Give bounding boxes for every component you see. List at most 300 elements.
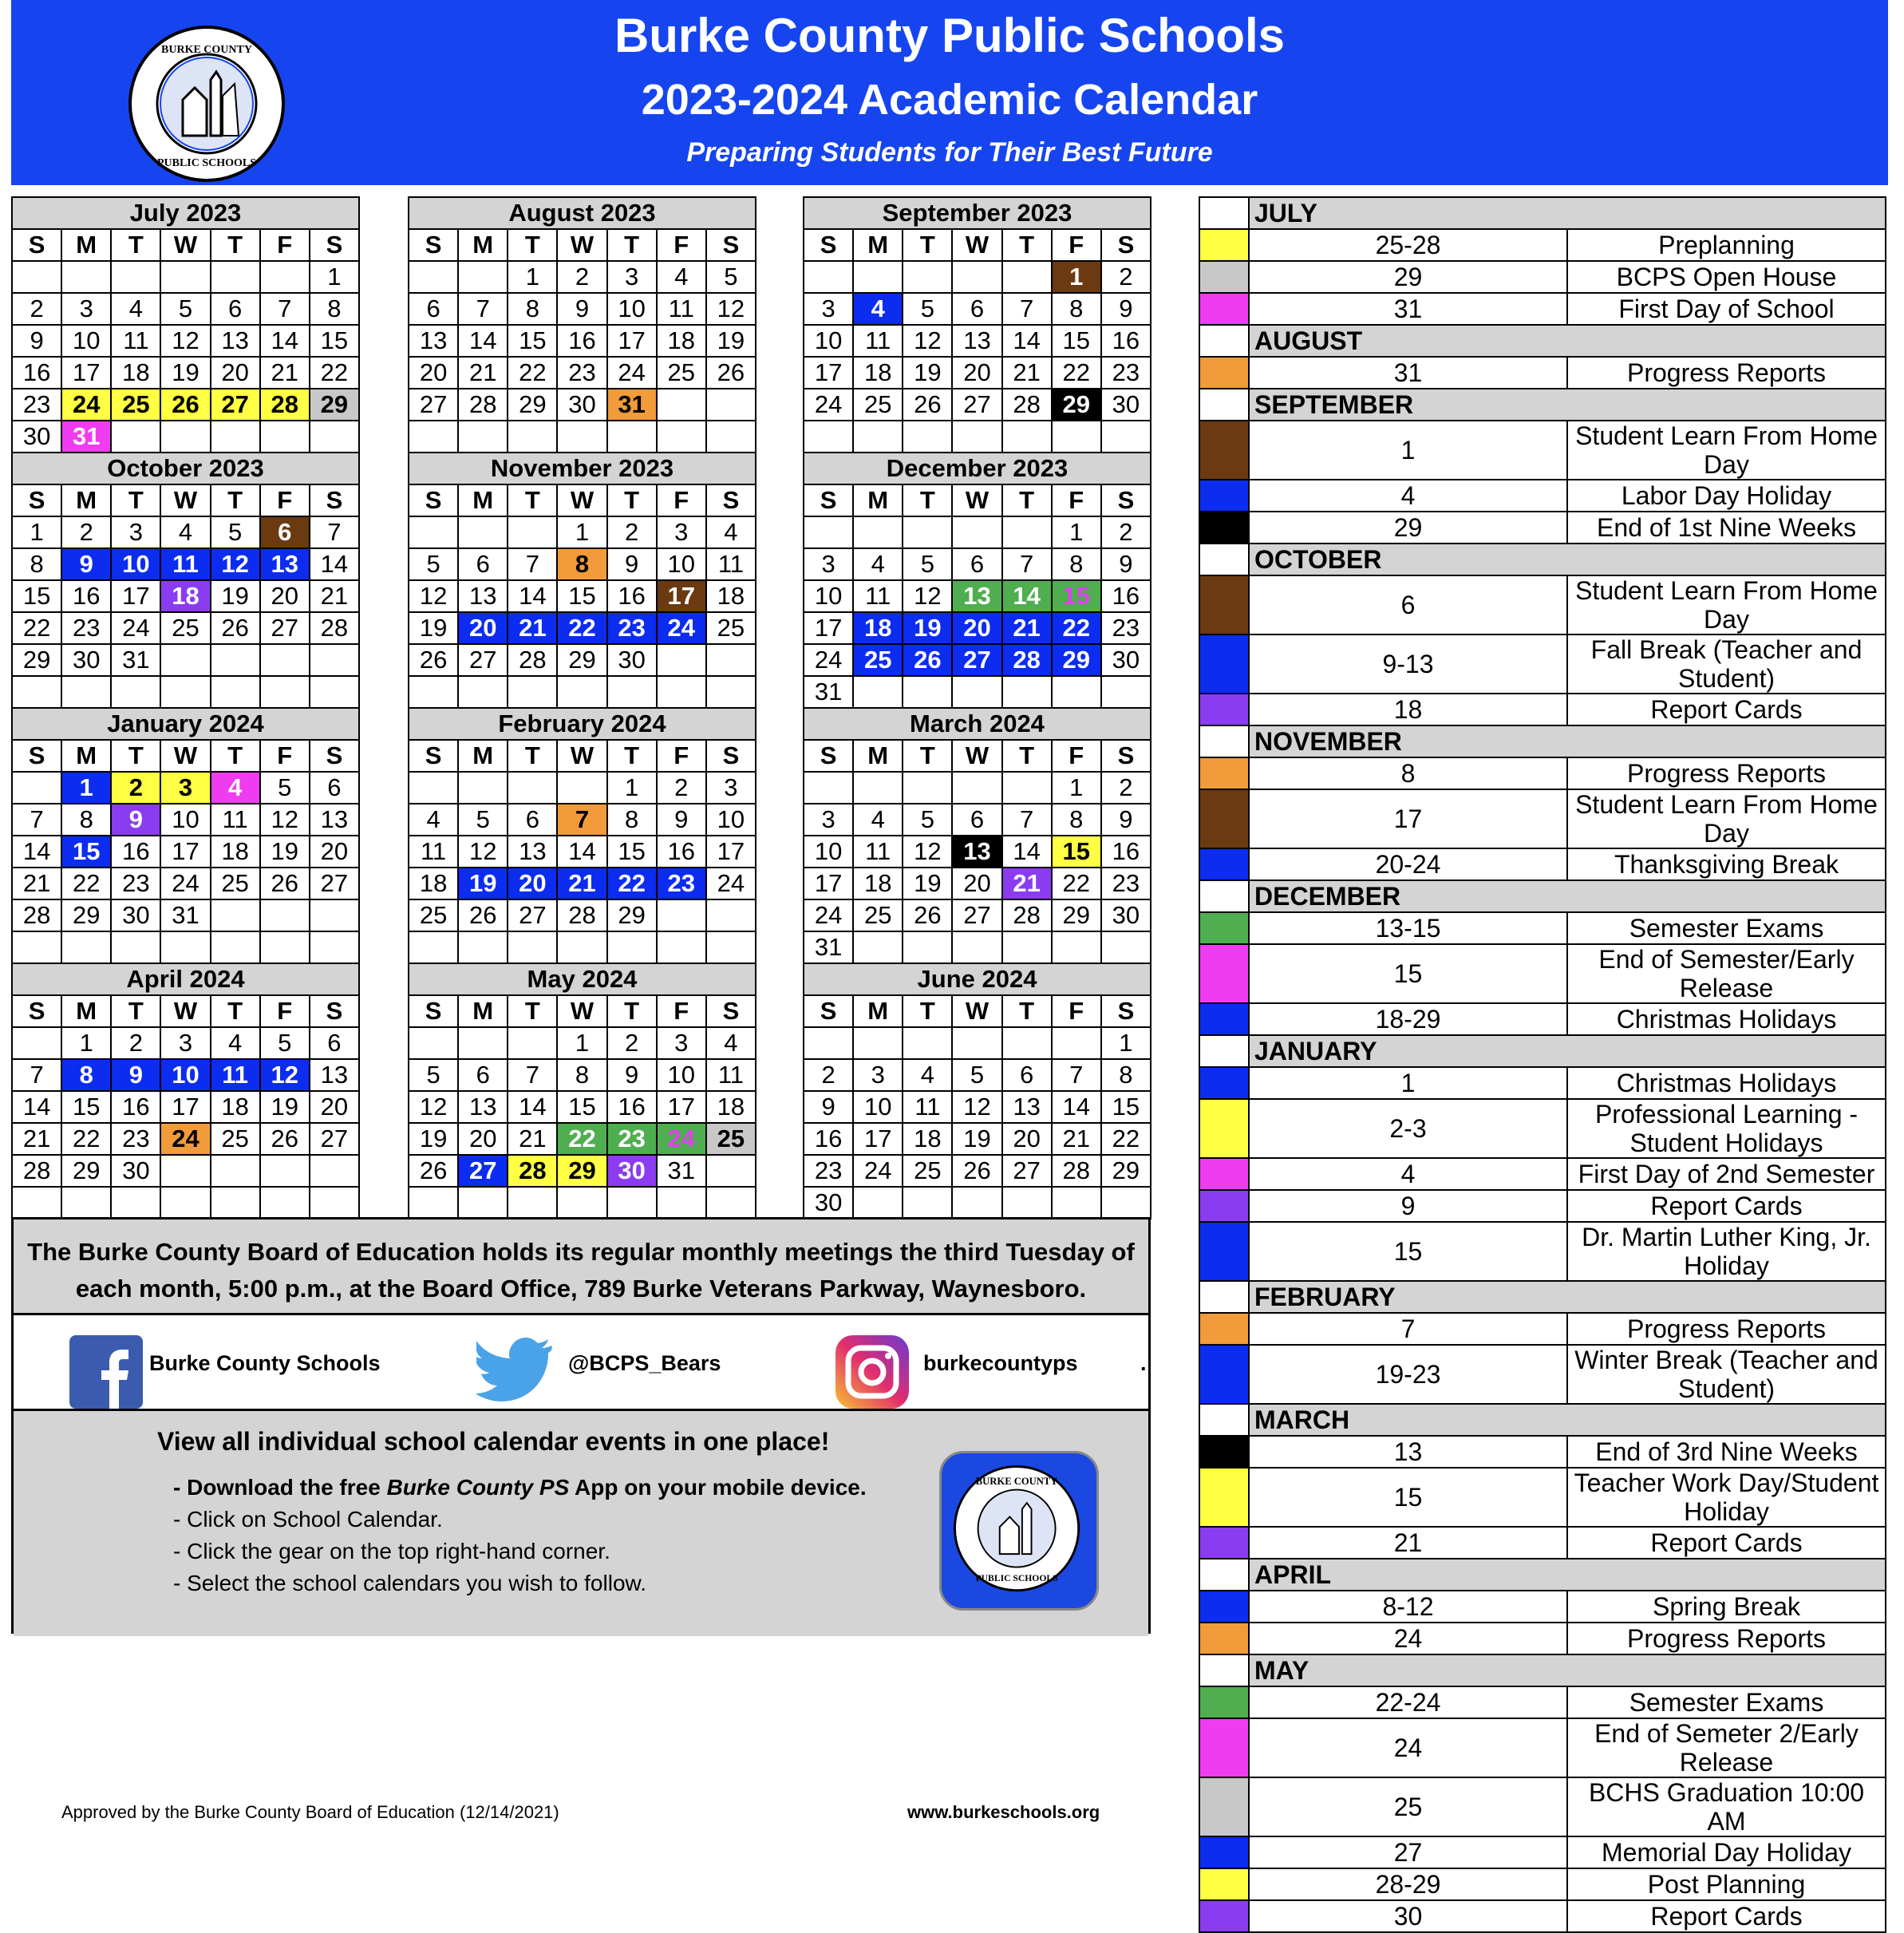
- month-title: April 2024: [12, 963, 359, 995]
- day-cell: [310, 1187, 359, 1219]
- day-cell: 18: [211, 1091, 260, 1123]
- day-cell: [260, 421, 310, 453]
- weekday-header: W: [557, 229, 606, 261]
- legend-item-row: [1199, 1067, 1886, 1099]
- day-cell: 5: [706, 261, 756, 293]
- day-cell: [952, 1027, 1001, 1059]
- day-cell: [111, 931, 160, 963]
- day-cell: 9: [61, 548, 111, 580]
- weekday-header: T: [211, 229, 260, 261]
- legend-date: 18: [1249, 694, 1567, 725]
- day-cell: 12: [952, 1091, 1001, 1123]
- day-cell: [508, 676, 557, 708]
- day-cell: 1: [557, 516, 606, 548]
- svg-text:BURKE COUNTY: BURKE COUNTY: [975, 1475, 1058, 1487]
- month-calendar: [408, 707, 756, 964]
- month-calendar: [11, 452, 360, 709]
- day-cell: 16: [111, 1091, 160, 1123]
- legend-color-swatch: [1199, 1003, 1249, 1035]
- day-cell: 21: [508, 1123, 557, 1155]
- day-cell: 12: [260, 1059, 310, 1091]
- day-cell: 20: [310, 836, 359, 868]
- day-cell: 26: [903, 644, 952, 676]
- day-cell: [458, 261, 508, 293]
- day-cell: [657, 676, 706, 708]
- weekday-header: S: [409, 740, 458, 772]
- legend-item-row: [1199, 480, 1886, 512]
- day-cell: 6: [952, 804, 1001, 836]
- day-cell: 4: [111, 293, 160, 325]
- day-cell: 26: [409, 1155, 458, 1187]
- weekday-header: M: [853, 484, 903, 516]
- twitter-icon[interactable]: [476, 1338, 553, 1406]
- day-cell: 21: [260, 357, 310, 389]
- legend-event: Winter Break (Teacher and Student): [1567, 1345, 1886, 1404]
- weekday-header: T: [607, 740, 657, 772]
- day-cell: 26: [706, 357, 756, 389]
- day-cell: 21: [1002, 612, 1052, 644]
- day-cell: 3: [706, 772, 756, 804]
- day-cell: 6: [211, 293, 260, 325]
- day-cell: [1002, 516, 1052, 548]
- day-cell: 24: [111, 612, 160, 644]
- day-cell: 9: [1101, 804, 1151, 836]
- day-cell: 10: [160, 804, 210, 836]
- legend-color-swatch: [1199, 480, 1249, 512]
- legend-item-row: [1199, 1527, 1886, 1559]
- day-cell: 17: [853, 1123, 903, 1155]
- day-cell: 22: [1052, 612, 1101, 644]
- day-cell: [409, 772, 458, 804]
- month-title: June 2024: [804, 963, 1151, 995]
- day-cell: 28: [557, 899, 606, 931]
- day-cell: 11: [853, 836, 903, 868]
- day-cell: 22: [1052, 357, 1101, 389]
- legend-event: BCHS Graduation 10:00 AM: [1567, 1777, 1886, 1836]
- weekday-header: S: [409, 995, 458, 1027]
- day-cell: [1101, 1187, 1151, 1219]
- day-cell: 20: [458, 612, 508, 644]
- day-cell: 22: [61, 868, 111, 899]
- day-cell: [657, 421, 706, 453]
- app-heading: View all individual school calendar events in one place!: [157, 1427, 830, 1456]
- day-cell: [409, 261, 458, 293]
- day-cell: 23: [607, 1123, 657, 1155]
- day-cell: 13: [310, 1059, 359, 1091]
- day-cell: 19: [409, 612, 458, 644]
- day-cell: 2: [557, 261, 606, 293]
- weekday-header: T: [903, 229, 952, 261]
- day-cell: 29: [12, 644, 61, 676]
- day-cell: 5: [903, 804, 952, 836]
- trailing-dot: .: [1140, 1351, 1147, 1375]
- weekday-header: M: [853, 229, 903, 261]
- weekday-header: F: [657, 484, 706, 516]
- day-cell: [508, 931, 557, 963]
- day-cell: 28: [1052, 1155, 1101, 1187]
- day-cell: 31: [657, 1155, 706, 1187]
- day-cell: [310, 644, 359, 676]
- board-line-1: The Burke County Board of Education holds its regular monthly meetings the third Tuesday of: [27, 1238, 1135, 1266]
- day-cell: 4: [903, 1059, 952, 1091]
- day-cell: 22: [1052, 868, 1101, 899]
- weekday-header: T: [508, 740, 557, 772]
- day-cell: [706, 389, 756, 421]
- weekday-header: T: [1002, 229, 1052, 261]
- day-cell: [657, 644, 706, 676]
- day-cell: 9: [804, 1091, 853, 1123]
- legend-item-row: [1199, 1868, 1886, 1900]
- day-cell: [557, 772, 606, 804]
- day-cell: 15: [1052, 325, 1101, 357]
- day-cell: 3: [607, 261, 657, 293]
- day-cell: [458, 676, 508, 708]
- day-cell: [160, 1155, 210, 1187]
- day-cell: 14: [12, 836, 61, 868]
- weekday-header: T: [211, 740, 260, 772]
- weekday-header: M: [61, 740, 111, 772]
- day-cell: 14: [508, 580, 557, 612]
- day-cell: 25: [160, 612, 210, 644]
- day-cell: 8: [508, 293, 557, 325]
- legend-item-row: [1199, 1591, 1886, 1623]
- day-cell: [211, 899, 260, 931]
- day-cell: 23: [804, 1155, 853, 1187]
- day-cell: [458, 931, 508, 963]
- day-cell: 15: [1101, 1091, 1151, 1123]
- legend-item-row: [1199, 1718, 1886, 1777]
- day-cell: 11: [706, 548, 756, 580]
- day-cell: 15: [61, 836, 111, 868]
- day-cell: 4: [853, 548, 903, 580]
- day-cell: 11: [903, 1091, 952, 1123]
- day-cell: 14: [12, 1091, 61, 1123]
- weekday-header: T: [903, 740, 952, 772]
- day-cell: [903, 1027, 952, 1059]
- legend-event: Progress Reports: [1567, 757, 1886, 789]
- day-cell: 29: [557, 644, 606, 676]
- day-cell: 18: [706, 1091, 756, 1123]
- weekday-header: T: [1002, 740, 1052, 772]
- day-cell: [1101, 931, 1151, 963]
- day-cell: 29: [508, 389, 557, 421]
- day-cell: 20: [508, 868, 557, 899]
- day-cell: 1: [1052, 772, 1101, 804]
- day-cell: [706, 644, 756, 676]
- instagram-handle[interactable]: burkecountyps: [923, 1351, 1078, 1375]
- weekday-header: W: [557, 740, 606, 772]
- legend-event: End of 3rd Nine Weeks: [1567, 1436, 1886, 1468]
- day-cell: 8: [12, 548, 61, 580]
- app-step-1-a: - Download the free: [173, 1475, 387, 1500]
- day-cell: 4: [657, 261, 706, 293]
- board-meeting-notice: [14, 1219, 1148, 1315]
- facebook-handle[interactable]: Burke County Schools: [149, 1351, 381, 1375]
- weekday-header: S: [1101, 740, 1151, 772]
- day-cell: 13: [952, 580, 1001, 612]
- legend-item-row: [1199, 848, 1886, 880]
- day-cell: [211, 421, 260, 453]
- legend-color-swatch: [1199, 575, 1249, 634]
- day-cell: [409, 676, 458, 708]
- weekday-header: T: [508, 229, 557, 261]
- legend-month-row: [1199, 725, 1886, 757]
- weekday-header: F: [1052, 995, 1101, 1027]
- day-cell: 17: [706, 836, 756, 868]
- day-cell: 19: [409, 1123, 458, 1155]
- day-cell: 18: [853, 612, 903, 644]
- day-cell: 5: [160, 293, 210, 325]
- day-cell: 23: [111, 868, 160, 899]
- day-cell: 4: [160, 516, 210, 548]
- weekday-header: S: [804, 229, 853, 261]
- day-cell: 16: [1101, 325, 1151, 357]
- day-cell: 10: [61, 325, 111, 357]
- legend-swatch-blank: [1199, 389, 1249, 421]
- month-title: August 2023: [409, 197, 756, 229]
- legend-item-row: [1199, 1777, 1886, 1836]
- legend-item-row: [1199, 1468, 1886, 1527]
- day-cell: 29: [1052, 389, 1101, 421]
- day-cell: 16: [557, 325, 606, 357]
- day-cell: [111, 261, 160, 293]
- day-cell: 4: [853, 293, 903, 325]
- weekday-header: T: [508, 995, 557, 1027]
- legend-color-swatch: [1199, 1067, 1249, 1099]
- day-cell: 16: [111, 836, 160, 868]
- day-cell: 29: [1101, 1155, 1151, 1187]
- legend-swatch-blank: [1199, 544, 1249, 575]
- day-cell: 17: [657, 1091, 706, 1123]
- day-cell: [458, 516, 508, 548]
- day-cell: 6: [409, 293, 458, 325]
- day-cell: [61, 676, 111, 708]
- legend-color-swatch: [1199, 634, 1249, 694]
- day-cell: [1002, 676, 1052, 708]
- day-cell: 24: [657, 1123, 706, 1155]
- day-cell: 11: [160, 548, 210, 580]
- app-icon[interactable]: [939, 1451, 1099, 1611]
- day-cell: 1: [61, 1027, 111, 1059]
- day-cell: 2: [111, 1027, 160, 1059]
- day-cell: 1: [607, 772, 657, 804]
- day-cell: 30: [61, 644, 111, 676]
- day-cell: 27: [508, 899, 557, 931]
- day-cell: [310, 676, 359, 708]
- legend-swatch-blank: [1199, 725, 1249, 757]
- day-cell: 15: [310, 325, 359, 357]
- day-cell: 30: [1101, 899, 1151, 931]
- day-cell: 9: [607, 1059, 657, 1091]
- legend-event: Christmas Holidays: [1567, 1067, 1886, 1099]
- weekday-header: F: [260, 995, 310, 1027]
- legend-item-row: [1199, 357, 1886, 389]
- day-cell: 11: [657, 293, 706, 325]
- day-cell: 19: [706, 325, 756, 357]
- social-links: [14, 1315, 1148, 1411]
- legend-event: Thanksgiving Break: [1567, 848, 1886, 880]
- day-cell: [557, 421, 606, 453]
- day-cell: [508, 421, 557, 453]
- day-cell: 7: [1002, 804, 1052, 836]
- legend-color-swatch: [1199, 1836, 1249, 1868]
- weekday-header: T: [111, 229, 160, 261]
- twitter-handle[interactable]: @BCPS_Bears: [568, 1351, 721, 1375]
- legend-month-name: JANUARY: [1249, 1035, 1886, 1067]
- day-cell: [804, 261, 853, 293]
- legend-month-row: [1199, 544, 1886, 575]
- legend-color-swatch: [1199, 1436, 1249, 1468]
- day-cell: 13: [409, 325, 458, 357]
- day-cell: 28: [260, 389, 310, 421]
- day-cell: 5: [211, 516, 260, 548]
- day-cell: 5: [260, 772, 310, 804]
- day-cell: [160, 931, 210, 963]
- day-cell: 19: [952, 1123, 1001, 1155]
- day-cell: 16: [61, 580, 111, 612]
- day-cell: 25: [111, 389, 160, 421]
- day-cell: 5: [409, 548, 458, 580]
- day-cell: 1: [1101, 1027, 1151, 1059]
- app-info-section: [14, 1411, 1148, 1822]
- day-cell: 5: [952, 1059, 1001, 1091]
- header-banner: [11, 0, 1888, 185]
- day-cell: 9: [657, 804, 706, 836]
- legend-month-name: FEBRUARY: [1249, 1281, 1886, 1313]
- facebook-icon[interactable]: [69, 1335, 143, 1409]
- legend-event: Dr. Martin Luther King, Jr. Holiday: [1567, 1222, 1886, 1281]
- day-cell: [508, 1187, 557, 1219]
- day-cell: 10: [657, 548, 706, 580]
- legend-date: 24: [1249, 1623, 1567, 1654]
- legend-item-row: [1199, 575, 1886, 634]
- day-cell: 21: [1052, 1123, 1101, 1155]
- day-cell: [853, 772, 903, 804]
- day-cell: 6: [458, 1059, 508, 1091]
- day-cell: 30: [111, 899, 160, 931]
- day-cell: 14: [260, 325, 310, 357]
- day-cell: 14: [1002, 580, 1052, 612]
- legend-swatch-blank: [1199, 197, 1249, 229]
- app-step-4: - Select the school calendars you wish to follow.: [173, 1571, 646, 1595]
- legend-color-swatch: [1199, 1777, 1249, 1836]
- legend-color-swatch: [1199, 1686, 1249, 1718]
- day-cell: 17: [607, 325, 657, 357]
- day-cell: 8: [607, 804, 657, 836]
- day-cell: 27: [260, 612, 310, 644]
- weekday-header: F: [260, 229, 310, 261]
- weekday-header: S: [310, 740, 359, 772]
- weekday-header: M: [458, 740, 508, 772]
- day-cell: [12, 676, 61, 708]
- day-cell: [409, 1187, 458, 1219]
- day-cell: [260, 931, 310, 963]
- weekday-header: M: [458, 484, 508, 516]
- day-cell: 9: [111, 1059, 160, 1091]
- day-cell: [61, 261, 111, 293]
- day-cell: 4: [211, 772, 260, 804]
- day-cell: [706, 1155, 756, 1187]
- day-cell: 25: [853, 389, 903, 421]
- day-cell: 16: [804, 1123, 853, 1155]
- weekday-header: W: [557, 484, 606, 516]
- day-cell: 27: [409, 389, 458, 421]
- day-cell: 31: [607, 389, 657, 421]
- month-title: September 2023: [804, 197, 1151, 229]
- day-cell: 28: [310, 612, 359, 644]
- legend-month-name: MARCH: [1249, 1404, 1886, 1436]
- day-cell: 23: [557, 357, 606, 389]
- legend-color-swatch: [1199, 1623, 1249, 1654]
- weekday-header: W: [160, 484, 210, 516]
- day-cell: 23: [657, 868, 706, 899]
- day-cell: [508, 772, 557, 804]
- legend-date: 31: [1249, 293, 1567, 325]
- day-cell: 3: [657, 516, 706, 548]
- day-cell: 22: [61, 1123, 111, 1155]
- day-cell: 31: [160, 899, 210, 931]
- legend-month-name: JULY: [1249, 197, 1886, 229]
- day-cell: 12: [260, 804, 310, 836]
- weekday-header: S: [706, 484, 756, 516]
- day-cell: 8: [310, 293, 359, 325]
- day-cell: 10: [111, 548, 160, 580]
- instagram-icon[interactable]: [835, 1335, 909, 1409]
- month-calendar: [803, 963, 1151, 1219]
- day-cell: 27: [952, 644, 1001, 676]
- page-tagline: Preparing Students for Their Best Future: [686, 137, 1213, 168]
- day-cell: [853, 261, 903, 293]
- weekday-header: S: [12, 995, 61, 1027]
- legend-date: 1: [1249, 421, 1567, 480]
- weekday-header: W: [952, 229, 1001, 261]
- day-cell: [12, 1187, 61, 1219]
- legend-event: Teacher Work Day/Student Holiday: [1567, 1468, 1886, 1527]
- day-cell: 31: [804, 676, 853, 708]
- app-seal-icon: [942, 1453, 1096, 1608]
- day-cell: 25: [706, 1123, 756, 1155]
- day-cell: 18: [409, 868, 458, 899]
- legend-month-row: [1199, 1281, 1886, 1313]
- day-cell: [853, 676, 903, 708]
- day-cell: 5: [458, 804, 508, 836]
- day-cell: 1: [1052, 516, 1101, 548]
- day-cell: 11: [111, 325, 160, 357]
- legend-color-swatch: [1199, 1313, 1249, 1345]
- day-cell: 7: [310, 516, 359, 548]
- legend-date: 7: [1249, 1313, 1567, 1345]
- day-cell: 19: [260, 1091, 310, 1123]
- website-link[interactable]: www.burkeschools.org: [907, 1802, 1100, 1822]
- legend-item-row: [1199, 1003, 1886, 1035]
- day-cell: 17: [111, 580, 160, 612]
- page-title: Burke County Public Schools: [614, 9, 1286, 62]
- day-cell: [853, 1187, 903, 1219]
- day-cell: 2: [61, 516, 111, 548]
- day-cell: 20: [952, 868, 1001, 899]
- month-title: July 2023: [12, 197, 359, 229]
- legend-color-swatch: [1199, 789, 1249, 848]
- day-cell: [1101, 676, 1151, 708]
- day-cell: 1: [1052, 261, 1101, 293]
- legend-event: Student Learn From Home Day: [1567, 789, 1886, 848]
- day-cell: 22: [310, 357, 359, 389]
- day-cell: [211, 1187, 260, 1219]
- day-cell: 12: [211, 548, 260, 580]
- day-cell: 15: [557, 1091, 606, 1123]
- weekday-header: F: [260, 740, 310, 772]
- day-cell: 23: [1101, 868, 1151, 899]
